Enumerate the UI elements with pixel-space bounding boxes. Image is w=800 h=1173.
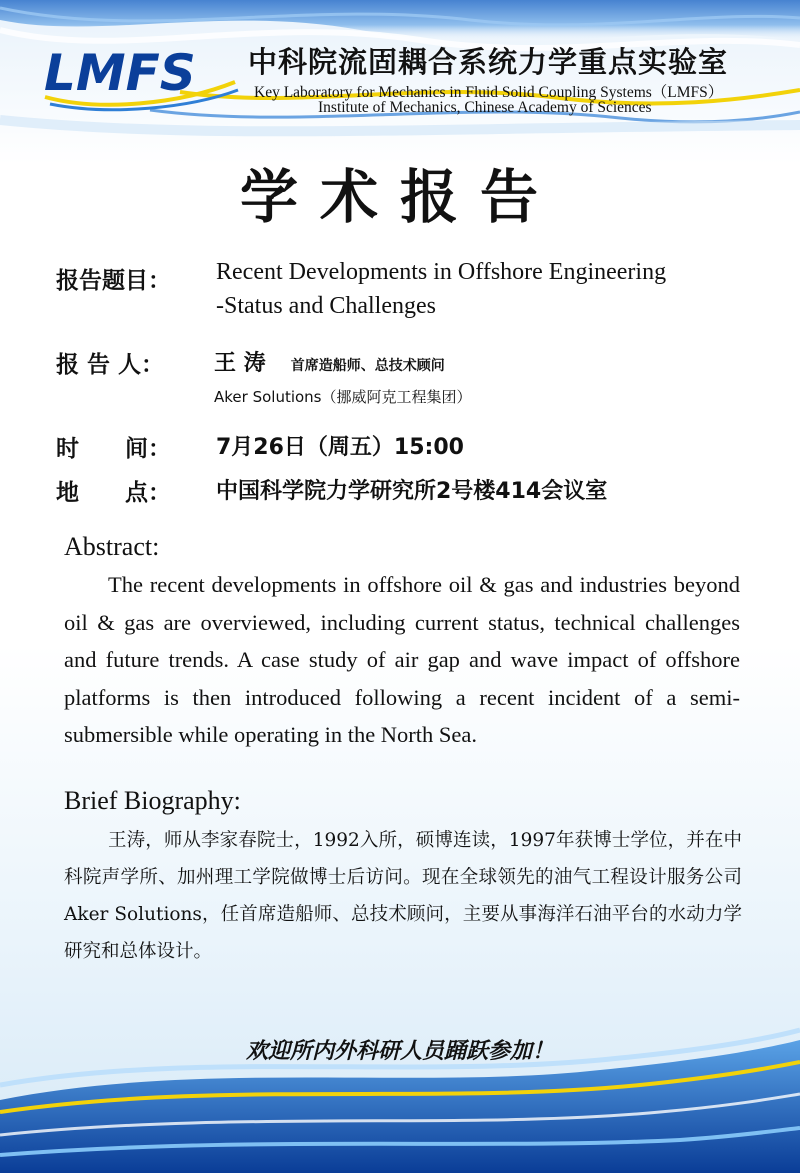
speaker-name-row	[214, 346, 445, 377]
speaker-row	[56, 346, 164, 379]
abstract-heading: Abstract:	[64, 532, 160, 561]
place-value: 中国科学院力学研究所2号楼414会议室	[216, 479, 608, 504]
biography-heading: Brief Biography:	[64, 786, 241, 815]
biography-text: 王涛，师从李家春院士，1992入所，硕博连读，1997年获博士学位，并在中科院声学所、加州理工学院做博士后访问。现在全球领先的油气工程设计服务公司 Aker Solutions，任首席造船师、总技术顾问，主要从事海洋石油平台的水动力学研究和总体设计。	[64, 830, 742, 962]
institute-name-en: Institute of Mechanics, Chinese Academy of Sciences	[318, 99, 652, 116]
lab-name-cn: 中科院流固耦合系统力学重点实验室	[248, 45, 729, 79]
topic-line1: Recent Developments in Offshore Engineering	[216, 259, 667, 285]
topic-row	[56, 262, 171, 295]
time-value-row	[216, 430, 464, 461]
header	[0, 0, 800, 140]
place-value-row	[216, 474, 607, 505]
speaker-title: 首席造船师、总技术顾问	[290, 358, 445, 374]
speaker-name: 王 涛	[214, 351, 266, 376]
place-row	[56, 474, 171, 507]
speaker-org-row	[214, 386, 472, 407]
topic-line1-row	[216, 259, 666, 286]
time-label: 时 间：	[56, 436, 171, 462]
page-title: 学术报告	[239, 163, 560, 231]
time-row	[56, 430, 171, 463]
logo-text: LMFS	[44, 44, 196, 102]
topic-line2: -Status and Challenges	[216, 293, 436, 319]
topic-label: 报告题目：	[56, 268, 171, 294]
abstract-text: The recent developments in offshore oil & gas and industries beyond oil & gas are overviewed, including current status, technical challenges and future trends. A case study of air gap and wave impact of offshore platforms is then introduced following a recent incident of a semi-submersible while operating in the North Sea.	[64, 572, 740, 747]
lab-name-en: Key Laboratory for Mechanics in Fluid Solid Coupling Systems（LMFS）	[254, 84, 724, 101]
speaker-org: Aker Solutions（挪威阿克工程集团）	[214, 388, 472, 406]
lmfs-logo	[40, 42, 240, 112]
place-label: 地 点：	[56, 480, 171, 506]
time-value: 7月26日（周五）15:00	[216, 435, 464, 460]
welcome-message: 欢迎所内外科研人员踊跃参加！	[245, 1039, 554, 1064]
topic-line2-row	[216, 293, 436, 320]
speaker-label: 报 告 人：	[56, 352, 165, 378]
